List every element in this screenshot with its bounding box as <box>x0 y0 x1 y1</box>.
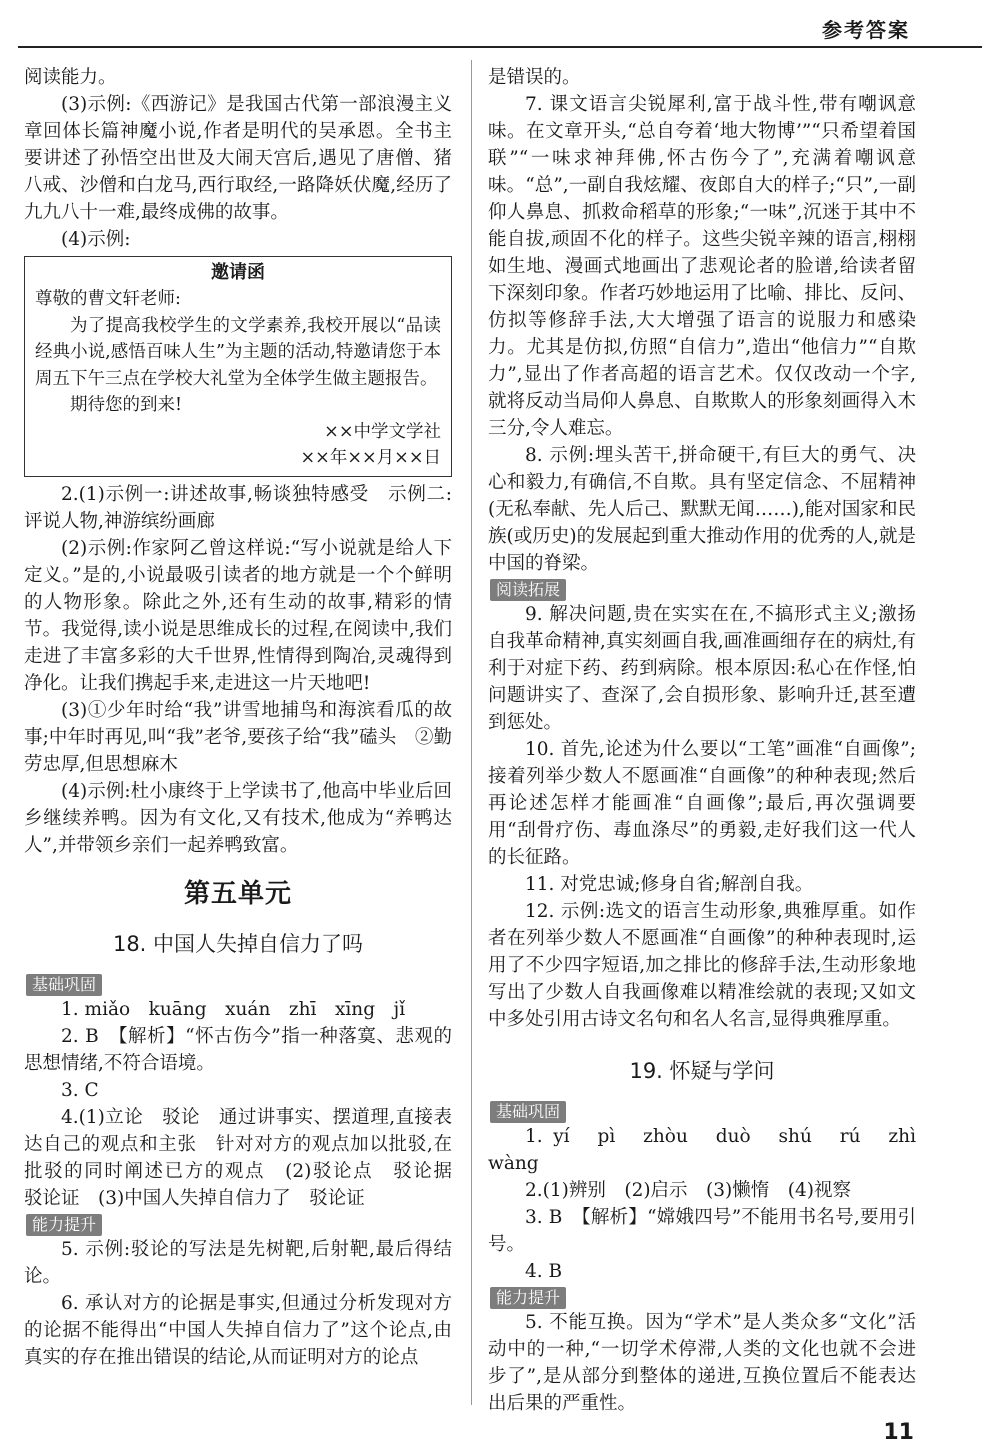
header-rule <box>18 46 982 48</box>
answer-text: 5. 示例:驳论的写法是先树靶,后射靶,最后得结论。 <box>24 1238 452 1287</box>
answer-text: 7. 课文语言尖锐犀利,富于战斗性,带有嘲讽意味。在文章开头,“总自夸着‘地大物博’”“只希望着国联”“一味求神拜佛,怀古伤今了”,充满着嘲讽意味。“总”,一副自我炫耀、夜郎自大的样子;“只”,一副仰人鼻息、抓救命稻草的形象;“一味”,沉迷于其中不能自拔,顽固不化的样子。这些尖锐辛辣的语言,栩栩如生地、漫画式地画出了悲观论者的脸谱,给读者留下深刻印象。作者巧妙地运用了比喻、排比、反问、仿拟等修辞手法,大大增强了语言的说服力和感染力。尤其是仿拟,仿照“自信力”,造出“他信力”“自欺力”,显出了作者高超的语言艺术。仅仅改动一个字,就将反动当局仰人鼻息、自欺欺人的形象刻画得入木三分,令人难忘。 <box>488 94 916 439</box>
section-tag: 基础巩固 <box>490 1101 566 1123</box>
answer-text: 1. miǎo kuāng xuán zhī xīng jǐ <box>61 998 406 1020</box>
answer-text: 4. B <box>525 1261 563 1282</box>
answer-text: 11. 对党忠诚;修身自省;解剖自我。 <box>525 874 814 895</box>
answer-text: 3. C <box>61 1079 99 1101</box>
unit-title: 第五单元 <box>183 878 292 909</box>
answer-text: 2. B 【解析】“怀古伤今”指一种落寞、悲观的思想情绪,不符合语境。 <box>24 1025 452 1074</box>
letter-body: 为了提高我校学生的文学素养,我校开展以“品读经典小说,感悟百味人生”为主题的活动,特邀请您于本周五下午三点在学校大礼堂为全体学生做主题报告。 <box>35 315 441 389</box>
answer-text: (2)示例:作家阿乙曾这样说:“写小说就是给人下定义。”是的,小说最吸引读者的地方就是一个个鲜明的人物形象。除此之外,还有生动的故事,精彩的情节。我觉得,读小说是思维成长的过程,在阅读中,我们走进了丰富多彩的大千世界,性情得到陶冶,灵魂得到净化。让我们携起手来,走进这一片天地吧! <box>24 537 452 694</box>
answer-text: 9. 解决问题,贵在实实在在,不搞形式主义;激扬自我革命精神,真实刻画自我,画准画细存在的病灶,有利于对症下药、药到病除。根本原因:私心在作怪,怕问题讲实了、查深了,会自损形象、影响升迁,甚至遭到惩处。 <box>488 604 916 733</box>
answer-text: 阅读能力。 <box>24 67 117 88</box>
answer-text: 10. 首先,论述为什么要以“工笔”画准“自画像”;接着列举少数人不愿画准“自画像”的种种表现;然后再论述怎样才能画准“自画像”;最后,再次强调要用“刮骨疗伤、毒血涤尽”的勇毅,走好我们这一代人的长征路。 <box>488 739 916 868</box>
answer-text: 8. 示例:埋头苦干,拼命硬干,有巨大的勇气、决心和毅力,有确信,不自欺。具有坚定信念、不屈精神(无私奉献、先人后己、默默无闻……),能对国家和民族(或历史)的发展起到重大推动作用的优秀的人,就是中国的脊梁。 <box>488 445 916 574</box>
answer-text: 2.(1)辨别 (2)启示 (3)懒惰 (4)视察 <box>525 1180 851 1201</box>
answer-text: 4.(1)立论 驳论 通过讲事实、摆道理,直接表达自己的观点和主张 针对对方的观点加以批驳,在批驳的同时阐述已方的观点 (2)驳论点 驳论据 驳论证 (3)中国人失掉自信力了 驳论证 <box>24 1106 471 1209</box>
letter-closing: 期待您的到来! <box>70 395 183 415</box>
invitation-letter-box <box>24 256 452 477</box>
header-title: 参考答案 <box>822 18 910 42</box>
section-tag: 能力提升 <box>490 1287 566 1309</box>
letter-greeting: 尊敬的曹文轩老师: <box>35 289 181 309</box>
answer-text: 3. B 【解析】“嫦娥四号”不能用书名号,要用引号。 <box>488 1207 916 1255</box>
answer-text: 1. yí pì zhòu duò shú rú zhì wàng <box>488 1126 935 1174</box>
section-tag: 基础巩固 <box>26 974 102 996</box>
letter-title: 邀请函 <box>211 262 265 283</box>
answer-text: 5. 不能互换。因为“学术”是人类众多“文化”活动中的一种,“一切学术停滞,人类的文化也就不会进步了”,是从部分到整体的递进,互换位置后不能表达出后果的严重性。 <box>488 1312 916 1414</box>
letter-signature: ××中学文学社 <box>324 421 441 442</box>
answer-text: 12. 示例:选文的语言生动形象,典雅厚重。如作者在列举少数人不愿画准“自画像”的种种表现时,运用了不少四字短语,加之排比的修辞手法,生动形象地写出了少数人自我画像难以精准绘就的表现;又如文中多处引用古诗文名句和名人名言,显得典雅厚重。 <box>488 901 916 1030</box>
answer-text: 2.(1)示例一:讲述故事,畅谈独特感受 示例二:评说人物,神游缤纷画廊 <box>24 483 452 532</box>
answer-text: (3)示例:《西游记》是我国古代第一部浪漫主义章回体长篇神魔小说,作者是明代的吴承恩。全书主要讲述了孙悟空出世及大闹天宫后,遇见了唐僧、猪八戒、沙僧和白龙马,西行取经,一路降妖伏魔,经历了九九八十一难,最终成佛的故事。 <box>24 94 452 223</box>
answer-text: (4)示例: <box>61 229 131 250</box>
page-number: 11 <box>883 1420 914 1445</box>
left-column <box>24 64 471 1371</box>
letter-date: ××年××月××日 <box>300 448 441 468</box>
column-divider <box>471 60 472 1405</box>
answer-text: (4)示例:杜小康终于上学读书了,他高中毕业后回乡继续养鸭。因为有文化,又有技术,他成为“养鸭达人”,并带领乡亲们一起养鸭致富。 <box>24 780 452 856</box>
lesson-title: 18. 中国人失掉自信力了吗 <box>112 931 364 956</box>
lesson-title: 19. 怀疑与学问 <box>629 1059 775 1083</box>
answer-text: 是错误的。 <box>488 67 581 88</box>
answer-text: (3)①少年时给“我”讲雪地捕鸟和海滨看瓜的故事;中年时再见,叫“我”老爷,要孩子给“我”磕头 ②勤劳忠厚,但思想麻木 <box>24 699 452 775</box>
right-column <box>488 64 935 1417</box>
section-tag: 阅读拓展 <box>490 579 566 601</box>
answer-text: 6. 承认对方的论据是事实,但通过分析发现对方的论据不能得出“中国人失掉自信力了”这个论点,由真实的存在推出错误的结论,从而证明对方的论点 <box>24 1292 452 1368</box>
section-tag: 能力提升 <box>26 1214 102 1236</box>
